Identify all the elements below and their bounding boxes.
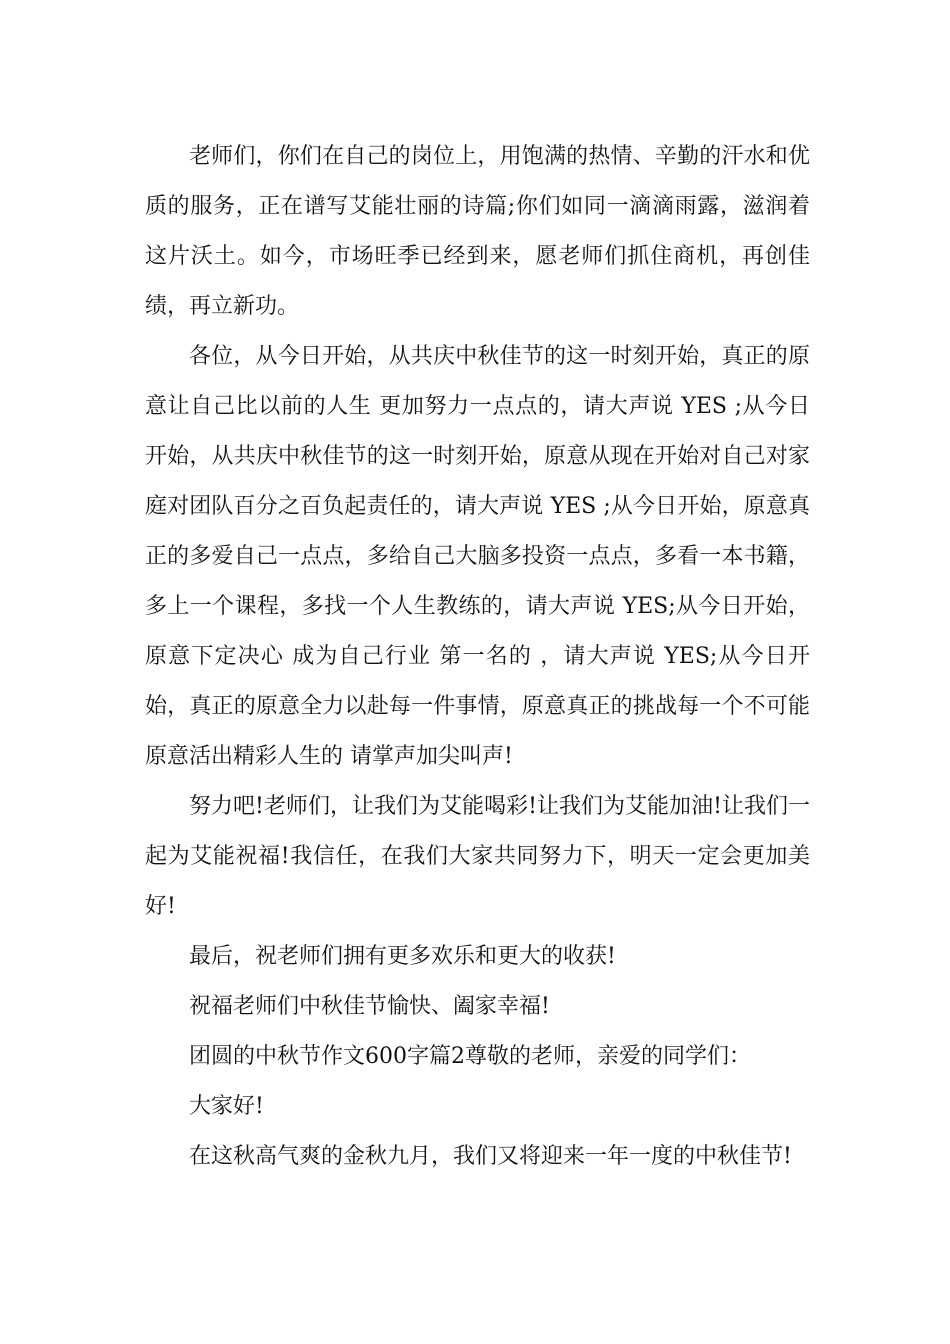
paragraph: 各位，从今日开始，从共庆中秋佳节的这一时刻开始，真正的原意让自己比以前的人生 更加努力一点点的，请大声说 YES ;从今日开始，从共庆中秋佳节的这一时刻开始，原意从现在开始对自己对家庭对团队百分之百负起责任的，请大声说 YES ;从今日开始，原意真正的多爱自己一点点，多给自己大脑多投资一点点，多看一本书籍，多上一个课程，多找一个人生教练的，请大声说 YES;从今日开始，原意下定决心 成为自己行业 第一名的 ，请大声说 YES;从今日开始，真正的原意全力以赴每一件事情，原意真正的挑战每一个不可能 原意活出精彩人生的 请掌声加尖叫声!: [145, 344, 810, 769]
paragraph: 老师们，你们在自己的岗位上，用饱满的热情、辛勤的汗水和优质的服务，正在谱写艾能壮丽的诗篇;你们如同一滴滴雨露，滋润着这片沃土。如今，市场旺季已经到来，愿老师们抓住商机，再创佳绩，再立新功。: [145, 144, 810, 319]
paragraph: 努力吧!老师们，让我们为艾能喝彩!让我们为艾能加油!让我们一起为艾能祝福!我信任，在我们大家共同努力下，明天一定会更加美好!: [145, 794, 810, 919]
paragraph: 团圆的中秋节作文600字篇2尊敬的老师，亲爱的同学们：: [189, 1044, 751, 1069]
paragraph: 在这秋高气爽的金秋九月，我们又将迎来一年一度的中秋佳节!: [189, 1144, 792, 1169]
document-body: [145, 132, 810, 1182]
paragraph: 祝福老师们中秋佳节愉快、阖家幸福!: [189, 994, 550, 1019]
paragraph: 大家好!: [189, 1094, 264, 1119]
paragraph: 最后，祝老师们拥有更多欢乐和更大的收获!: [189, 944, 616, 969]
